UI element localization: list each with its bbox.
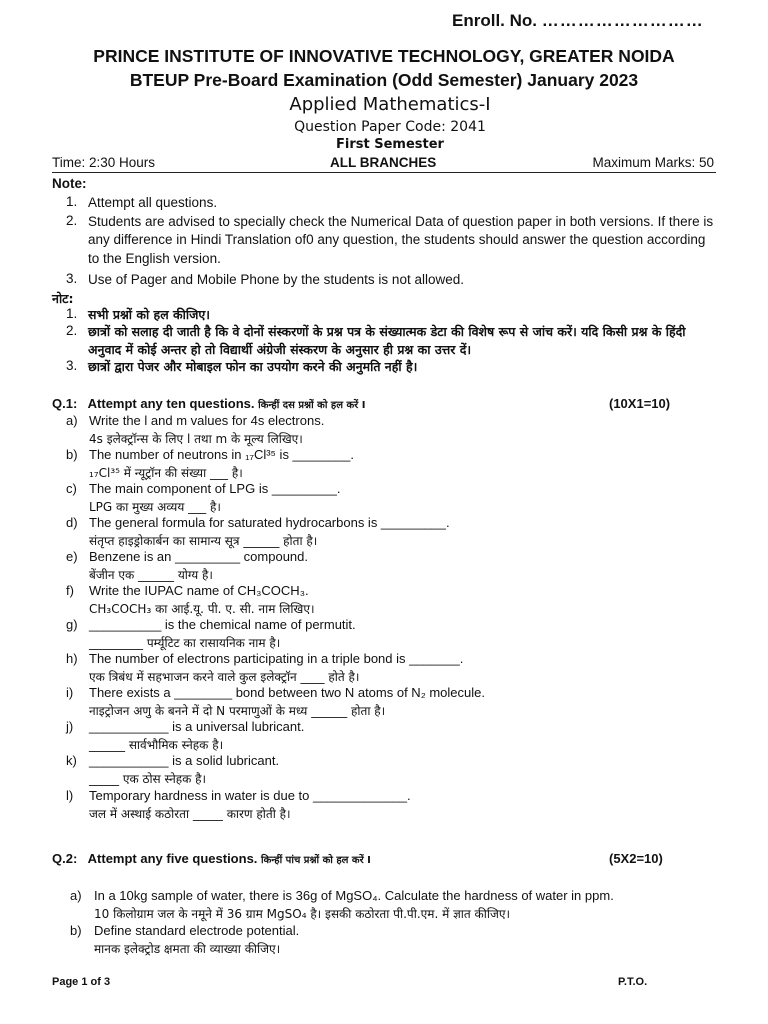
q1-item-hindi: ______ सार्वभौमिक स्नेहक है। (89, 738, 224, 752)
note-item: Students are advised to specially check the Numerical Data of question paper in both versions. If there is any difference in Hindi Translation of0 any question, the students should answer the question according to the English version. (88, 214, 714, 266)
q2-item-english: In a 10kg sample of water, there is 36g of MgSO₄. Calculate the hardness of water in ppm. (94, 888, 614, 903)
q1-item-letter: d) (66, 515, 78, 530)
q2-item-hindi: मानक इलेक्ट्रोड क्षमता की व्याख्या कीजिए। (94, 942, 281, 956)
note-number: 3. (66, 358, 78, 373)
q1-item-english: ___________ is a universal lubricant. (89, 719, 305, 734)
q1-item-letter: f) (66, 583, 74, 598)
q1-item-hindi: संतृप्त हाइड्रोकार्बन का सामान्य सूत्र ______ होता है। (89, 534, 318, 548)
q1-heading (52, 396, 365, 411)
q1-item-english: Write the l and m values for 4s electrons. (89, 413, 325, 428)
note-label-hindi: नोट: (52, 291, 74, 306)
q1-item-english: The number of neutrons in ₁₇Cl³⁵ is ________. (89, 447, 355, 462)
enroll-blank: ……………………… (541, 11, 704, 30)
q2-title: Attempt any five questions. (87, 851, 258, 866)
q1-item-hindi: LPG का मुख्य अव्यय ___ है। (89, 500, 221, 514)
exam-branches: ALL BRANCHES (330, 155, 437, 170)
q1-item-letter: l) (66, 788, 74, 803)
exam-title: BTEUP Pre-Board Examination (Odd Semester) January 2023 (129, 70, 639, 90)
note-number: 2. (66, 323, 78, 338)
note-label: Note: (52, 176, 87, 191)
q1-item-english: __________ is the chemical name of permutit. (89, 617, 356, 632)
q2-item-hindi: 10 किलोग्राम जल के नमूने में 36 ग्राम MgSO₄ है। इसकी कठोरता पी.पी.एम. में ज्ञात कीजिए। (94, 907, 511, 921)
page-number: Page 1 of 3 (52, 976, 111, 988)
q1-item-letter: e) (66, 549, 78, 564)
q2-item-letter: b) (70, 923, 82, 938)
q1-item-english: The number of electrons participating in a triple bond is _______. (89, 651, 464, 666)
q1-item-hindi: CH₃COCH₃ का आई.यू. पी. ए. सी. नाम लिखिए। (89, 602, 315, 616)
q1-item-letter: h) (66, 651, 78, 666)
pto-label: P.T.O. (618, 976, 648, 988)
exam-meta-row (52, 155, 716, 173)
note-number: 3. (66, 271, 78, 286)
q1-item-english: Benzene is an _________ compound. (89, 549, 309, 564)
subject-title: Applied Mathematics-I (289, 94, 491, 115)
note-item-hindi: सभी प्रश्नों को हल कीजिए। (88, 307, 211, 322)
note-item-hindi: छात्रों को सलाह दी जाती है कि वे दोनों संस्करणों के प्रश्न पत्र के संख्यात्मक डेटा की विशेष रूप से जांच करें। यदि किसी प्रश्न के हिंदी अनुवाद में कोई अन्तर हो तो विद्यार्थी अंग्रेजी संस्करण के अनुसार ही प्रश्न का उत्तर दें। (88, 324, 686, 357)
note-number: 1. (66, 306, 78, 321)
note-item: Attempt all questions. (88, 195, 218, 210)
exam-time: Time: 2:30 Hours (52, 155, 156, 170)
q1-item-english: There exists a ________ bond between two N atoms of N₂ molecule. (89, 685, 485, 700)
q2-label: Q.2: (52, 851, 78, 866)
q2-item-english: Define standard electrode potential. (94, 923, 300, 938)
q1-title-hindi: किन्हीं दस प्रश्नों को हल करें I (258, 400, 366, 411)
q1-item-hindi: नाइट्रोजन अणु के बनने में दो N परमाणुओं के मध्य ______ होता है। (89, 704, 386, 718)
q1-item-hindi: _____ एक ठोस स्नेहक है। (89, 772, 207, 786)
q1-item-english: Temporary hardness in water is due to _____________. (89, 788, 411, 803)
q1-item-hindi: बेंजीन एक ______ योग्य है। (89, 568, 213, 582)
q1-item-english: ___________ is a solid lubricant. (89, 753, 280, 768)
q1-item-english: Write the IUPAC name of CH₃COCH₃. (89, 583, 309, 598)
enroll-number (452, 11, 704, 31)
q1-item-hindi: _________ पर्म्यूटिट का रासायनिक नाम है। (89, 636, 281, 650)
q1-item-letter: j) (66, 719, 74, 734)
q2-title-hindi: किन्हीं पांच प्रश्नों को हल करें I (261, 855, 371, 866)
q1-item-letter: g) (66, 617, 78, 632)
q1-title: Attempt any ten questions. (87, 396, 255, 411)
semester: First Semester (336, 137, 444, 152)
note-item: Use of Pager and Mobile Phone by the students is not allowed. (88, 272, 464, 287)
q2-item-letter: a) (70, 888, 82, 903)
q2-marks: (5X2=10) (609, 851, 663, 866)
q1-item-hindi: जल में अस्थाई कठोरता _____ कारण होती है। (89, 807, 291, 821)
q1-item-letter: c) (66, 481, 77, 496)
q1-item-hindi: ₁₇Cl³⁵ में न्यूट्रॉन की संख्या ___ है। (89, 466, 243, 480)
q1-item-hindi: 4s इलेक्ट्रॉन्स के लिए l तथा m के मूल्य लिखिए। (89, 432, 303, 446)
q1-item-letter: i) (66, 685, 74, 700)
q1-item-letter: a) (66, 413, 78, 428)
maximum-marks: Maximum Marks: 50 (592, 155, 714, 170)
q1-marks: (10X1=10) (609, 396, 671, 411)
institute-name: PRINCE INSTITUTE OF INNOVATIVE TECHNOLOGY, GREATER NOIDA (93, 46, 675, 66)
note-number: 2. (66, 213, 78, 228)
q1-item-english: The main component of LPG is _________. (89, 481, 341, 496)
q1-item-letter: k) (66, 753, 77, 768)
note-number: 1. (66, 194, 78, 209)
q1-item-letter: b) (66, 447, 78, 462)
q2-heading (52, 851, 371, 866)
q1-item-hindi: एक त्रिबंध में सहभाजन करने वाले कुल इलेक्ट्रॉन ____ होते है। (89, 670, 360, 684)
q1-item-english: The general formula for saturated hydrocarbons is _________. (89, 515, 450, 530)
paper-code: Question Paper Code: 2041 (294, 119, 486, 135)
enroll-label: Enroll. No. (452, 11, 537, 30)
q1-label: Q.1: (52, 396, 78, 411)
note-item-hindi: छात्रों द्वारा पेजर और मोबाइल फोन का उपयोग करने की अनुमति नहीं है। (88, 359, 418, 374)
